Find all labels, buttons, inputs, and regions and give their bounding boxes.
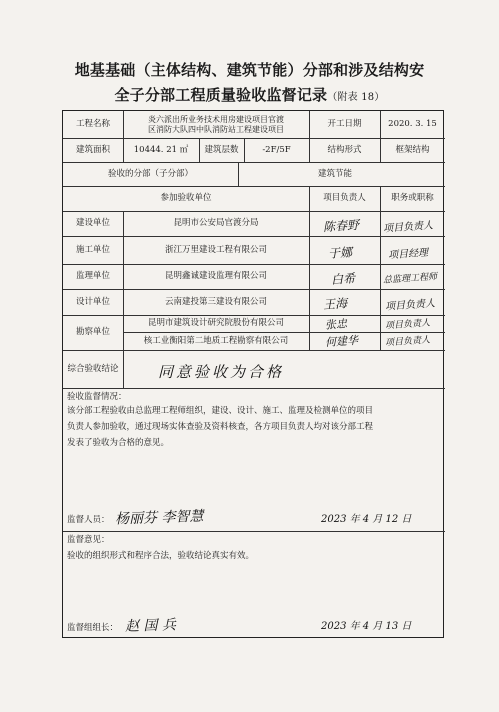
supervision-line-1: 该分部工程验收由总监理工程师组织，建设、设计、施工、监理及检测单位的项目	[67, 406, 374, 416]
owner-role-signature: 项目负责人	[382, 220, 434, 235]
header-role: 职务或职称	[391, 193, 434, 204]
survey-unit-name-2: 核工业衡阳第二地质工程勘察有限公司	[143, 335, 289, 346]
acceptance-record-table	[62, 110, 444, 638]
label-structure-type: 结构形式	[327, 144, 362, 155]
building-area: 10444. 21 ㎡	[133, 144, 189, 155]
label-conclusion: 综合验收结论	[67, 363, 119, 374]
survey-leader-signature-2: 何建华	[324, 333, 359, 350]
appendix-number: （附表 18）	[327, 92, 385, 103]
label-construction-unit: 施工单位	[75, 244, 110, 255]
supervision-line-3: 发表了验收为合格的意见。	[67, 438, 170, 448]
label-acceptance-part: 验收的分部（子分部）	[107, 168, 193, 179]
design-role-signature: 项目负责人	[384, 298, 436, 313]
survey-leader-signature-1: 张忠	[324, 317, 348, 332]
survey-unit-name-1: 昆明市建筑设计研究院股份有限公司	[147, 318, 284, 329]
owner-leader-signature: 陈春野	[322, 217, 360, 235]
label-building-area: 建筑面积	[75, 144, 110, 155]
construction-role-signature: 项目经理	[387, 247, 429, 262]
project-name-line1: 炎六派出所业务技术用房建设项目官渡	[148, 114, 284, 124]
acceptance-part: 建筑节能	[318, 168, 353, 179]
label-floors: 建筑层数	[204, 144, 239, 155]
survey-role-signature-2: 项目负责人	[384, 335, 431, 349]
supervision-date: 2023 年 4 月 12 日	[321, 514, 412, 525]
survey-role-signature-1: 项目负责人	[384, 318, 431, 332]
supervisor-label: 监督人员：	[67, 515, 110, 525]
supervisor-signature: 杨丽芬 李智慧	[114, 508, 204, 528]
owner-unit-name: 昆明市公安局官渡分局	[173, 218, 259, 229]
floors: -2F/5F	[262, 144, 291, 155]
supervision-leader-signature: 白希	[330, 271, 356, 287]
design-leader-signature: 王海	[322, 296, 348, 312]
label-project-name: 工程名称	[75, 119, 110, 130]
opinion-text: 验收的组织形式和程序合法，验收结论真实有效。	[67, 551, 255, 561]
conclusion-handwritten: 同意验收为合格	[158, 363, 285, 381]
document-title: 地基基础（主体结构、建筑节能）分部和涉及结构安	[74, 61, 425, 79]
label-supervision-unit: 监理单位	[75, 271, 110, 282]
supervision-line-2: 负责人参加验收，通过现场实体查验及资料核查，各方项目负责人均对该分部工程	[67, 422, 374, 432]
label-owner-unit: 建设单位	[75, 218, 110, 229]
team-leader-label: 监督组组长：	[67, 623, 119, 633]
header-leader: 项目负责人	[323, 193, 366, 204]
construction-unit-name: 浙江万里建设工程有限公司	[164, 244, 267, 255]
supervision-heading: 验收监督情况：	[67, 392, 127, 402]
opinion-date: 2023 年 4 月 13 日	[321, 621, 412, 632]
construction-leader-signature: 于娜	[327, 245, 353, 261]
team-leader-signature: 赵 国 兵	[124, 617, 177, 635]
label-survey-unit: 勘察单位	[75, 327, 110, 338]
project-name	[123, 111, 309, 138]
design-unit-name: 云南建投第三建设有限公司	[164, 296, 267, 307]
document-title-text: 全子分部工程质量验收监督记录	[114, 86, 328, 104]
start-date: 2020. 3. 15	[388, 119, 437, 130]
label-design-unit: 设计单位	[75, 296, 110, 307]
supervision-role-signature: 总监理工程师	[382, 272, 438, 286]
project-name-line2: 区消防大队四中队消防站工程建设项目	[148, 124, 284, 134]
opinion-heading: 监督意见：	[67, 535, 110, 545]
label-start-date: 开工日期	[327, 119, 362, 130]
header-unit: 参加验收单位	[160, 193, 212, 204]
structure-type: 框架结构	[395, 144, 430, 155]
document-title-line2	[0, 84, 499, 105]
supervision-unit-name: 昆明鑫诚建设监理有限公司	[164, 271, 267, 282]
